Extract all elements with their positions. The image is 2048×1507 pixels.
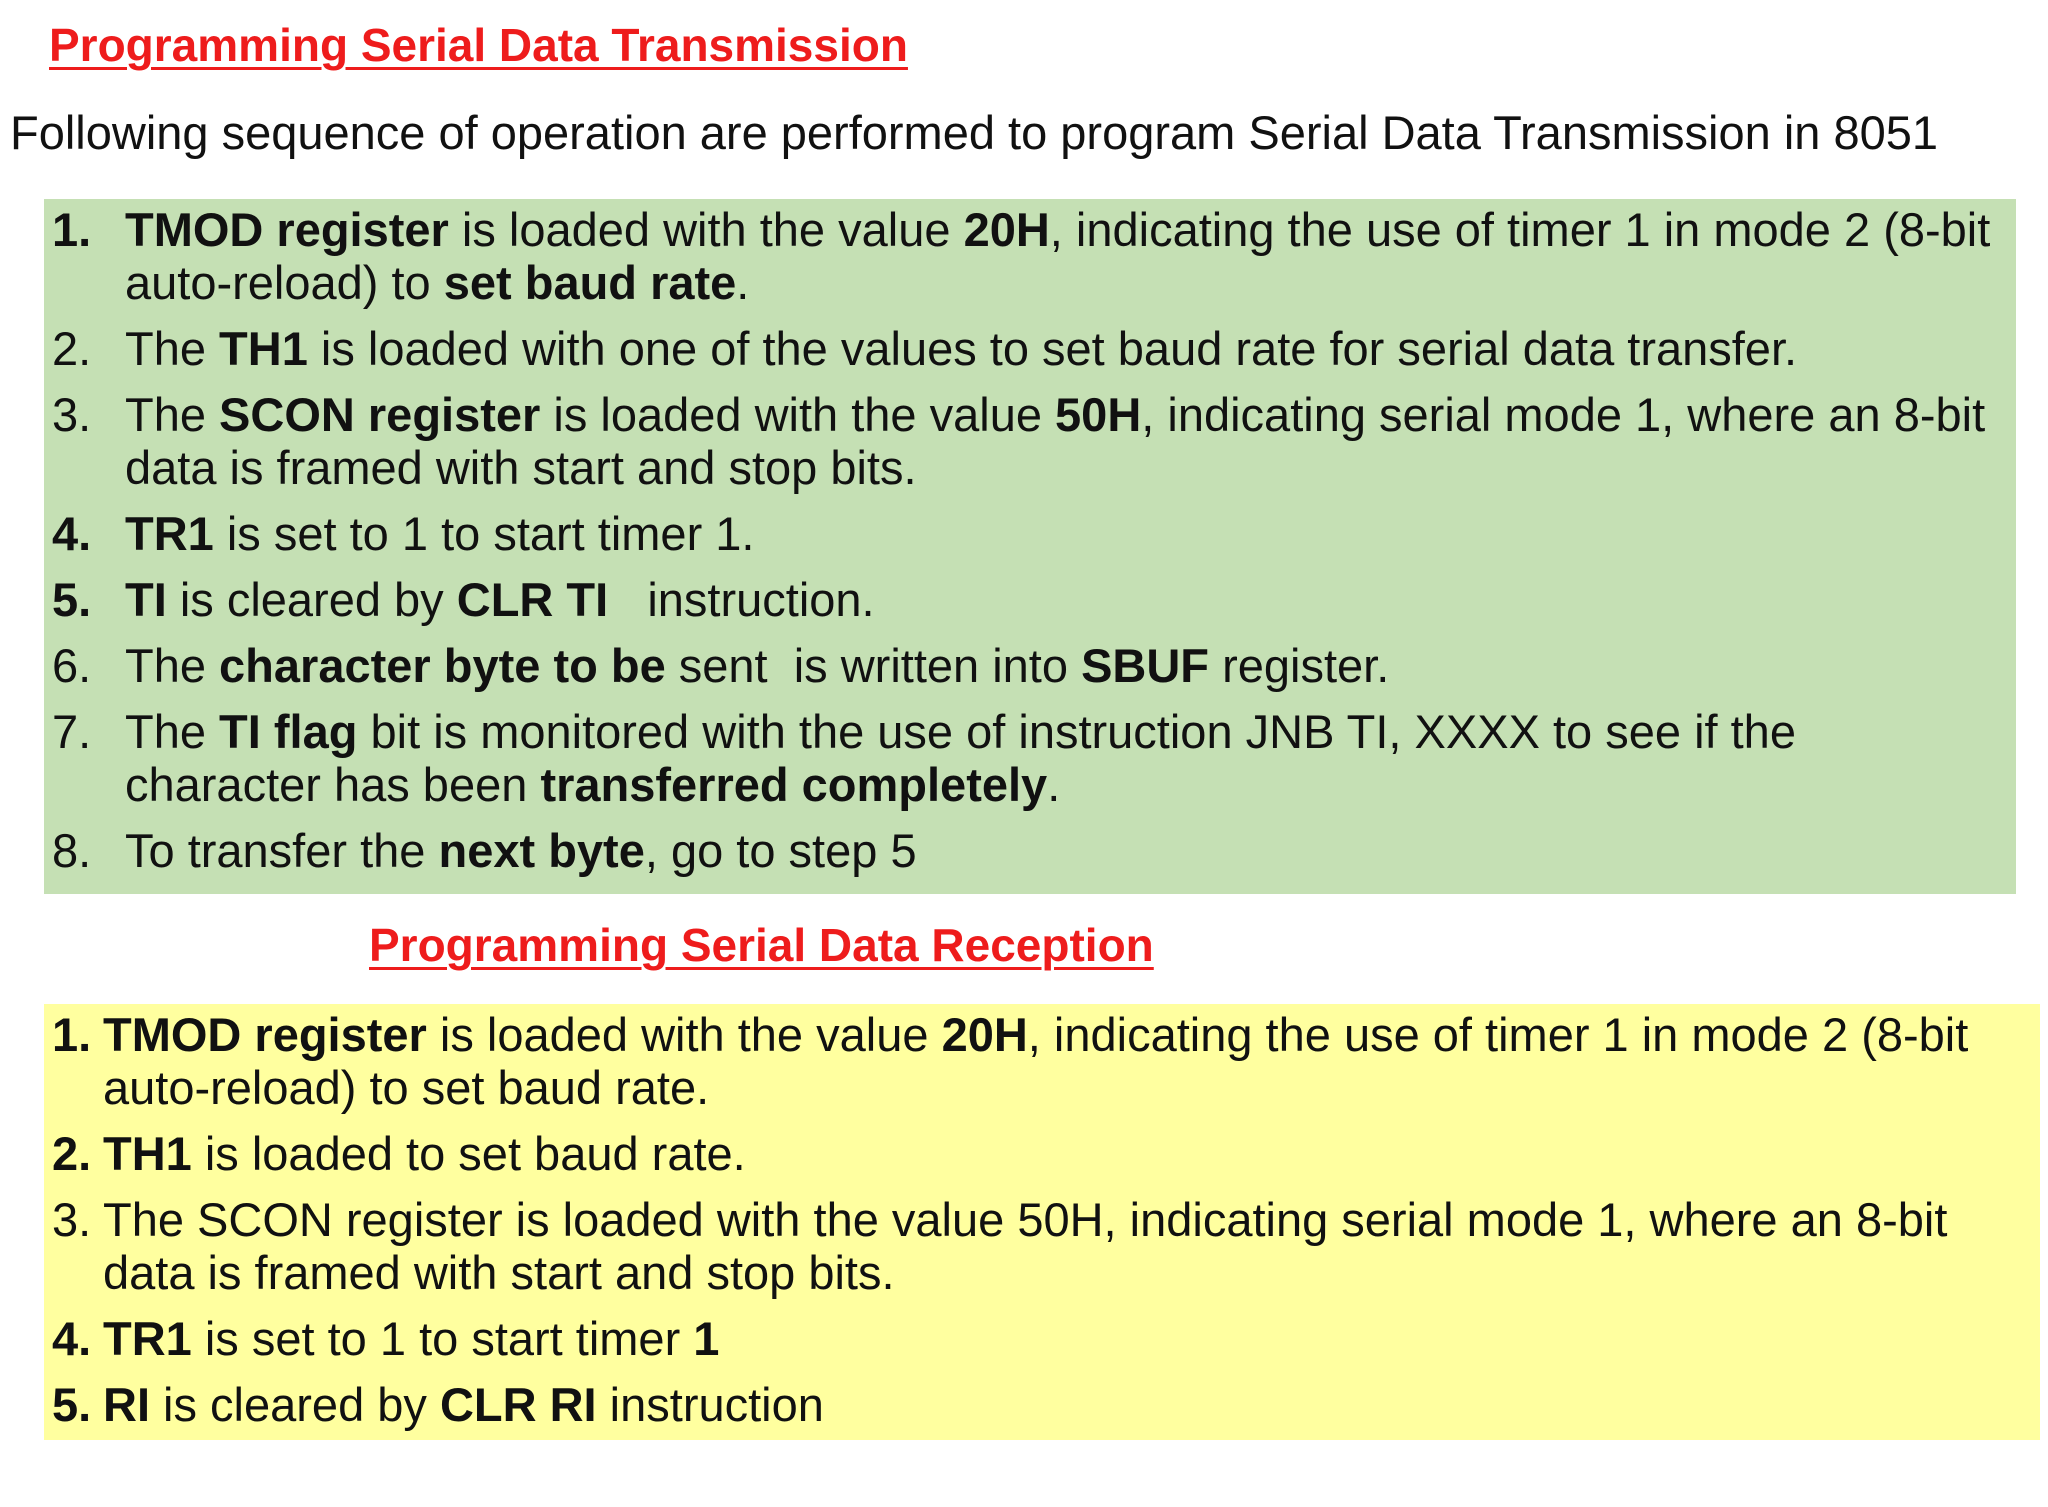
list-item xyxy=(52,705,2002,811)
list-item xyxy=(52,573,2002,626)
list-item xyxy=(52,1127,2036,1180)
step-text: TI is cleared by CLR TI instruction. xyxy=(125,573,875,626)
list-item xyxy=(52,1378,2036,1431)
step-text: RI is cleared by CLR RI instruction xyxy=(103,1378,824,1431)
list-item xyxy=(52,1008,2036,1114)
transmission-steps-panel xyxy=(44,199,2016,894)
step-text: The SCON register is loaded with the value 50H, indicating serial mode 1, where an 8-bit data is framed with start and stop bits. xyxy=(103,1193,1948,1299)
step-text: TMOD register is loaded with the value 20H, indicating the use of timer 1 in mode 2 (8-bit auto-reload) to set baud rate. xyxy=(125,203,1991,309)
step-number: 1. xyxy=(52,1008,92,1061)
intro-text: Following sequence of operation are performed to program Serial Data Transmission in 8051 xyxy=(10,106,1939,159)
list-item xyxy=(52,507,2002,560)
reception-title: Programming Serial Data Reception xyxy=(369,919,1154,971)
step-number: 2. xyxy=(52,322,92,375)
step-text: TH1 is loaded to set baud rate. xyxy=(103,1127,746,1180)
step-text: The TI flag bit is monitored with the use of instruction JNB TI, XXXX to see if the character has been transferred completely. xyxy=(125,705,1796,811)
step-number: 1. xyxy=(52,203,92,256)
reception-steps-panel xyxy=(44,1004,2040,1440)
step-number: 8. xyxy=(52,824,92,877)
step-number: 4. xyxy=(52,1312,92,1365)
reception-steps-list xyxy=(52,1008,2036,1444)
step-number: 5. xyxy=(52,573,92,626)
list-item xyxy=(52,1312,2036,1365)
step-number: 4. xyxy=(52,507,92,560)
step-number: 6. xyxy=(52,639,92,692)
list-item xyxy=(52,322,2002,375)
step-text: The TH1 is loaded with one of the values to set baud rate for serial data transfer. xyxy=(125,322,1798,375)
step-number: 2. xyxy=(52,1127,92,1180)
step-text: TMOD register is loaded with the value 20H, indicating the use of timer 1 in mode 2 (8-bit auto-reload) to set baud rate. xyxy=(103,1008,1969,1114)
transmission-steps-list xyxy=(52,203,2002,890)
step-text: TR1 is set to 1 to start timer 1 xyxy=(103,1312,720,1365)
step-number: 5. xyxy=(52,1378,92,1431)
transmission-title: Programming Serial Data Transmission xyxy=(49,19,908,71)
list-item xyxy=(52,1193,2036,1299)
step-text: The SCON register is loaded with the value 50H, indicating serial mode 1, where an 8-bit data is framed with start and stop bits. xyxy=(125,388,1986,494)
list-item xyxy=(52,824,2002,877)
list-item xyxy=(52,388,2002,494)
step-number: 3. xyxy=(52,1193,92,1246)
step-text: TR1 is set to 1 to start timer 1. xyxy=(125,507,755,560)
step-text: The character byte to be sent is written into SBUF register. xyxy=(125,639,1390,692)
step-number: 7. xyxy=(52,705,92,758)
step-text: To transfer the next byte, go to step 5 xyxy=(125,824,917,877)
list-item xyxy=(52,203,2002,309)
step-number: 3. xyxy=(52,388,92,441)
list-item xyxy=(52,639,2002,692)
